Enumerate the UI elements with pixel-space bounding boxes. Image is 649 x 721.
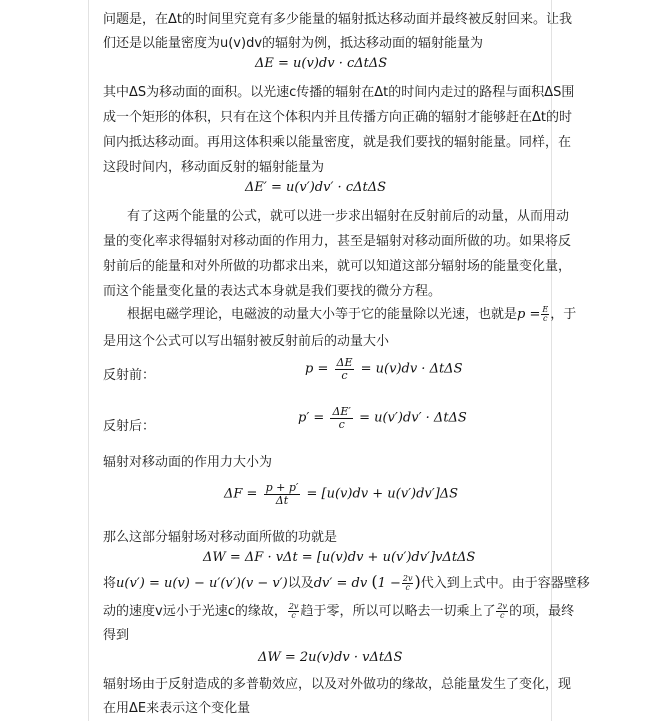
paragraph-line: 有了这两个能量的公式，就可以进一步求出辐射在反射前后的动量，从而用动 [127,209,570,224]
formula-rhs: = u(v)dv · ΔtΔS [360,361,463,377]
formula-lhs: dv′ = dv [313,576,368,591]
paragraph-line: 而这个能量变化量的表达式本身就是我们要找的微分方程。 [103,284,442,299]
fraction-denominator: Δt [275,493,289,507]
label-before: 反射前： [103,368,156,383]
fraction-numerator: ΔE [336,356,353,369]
paren-close: ) [414,572,421,591]
inline-formula-u-prime: u(v′) = u(v) − u′(v′)(v − v′) [116,576,288,591]
equation-delta-e-prime: ΔE′ = u(v′)dv′ · cΔtΔS [245,180,387,195]
fraction [288,603,300,620]
paragraph-line: 辐射对移动面的作用力大小为 [103,455,273,470]
formula-term: 1 − [377,576,401,591]
fraction [335,357,355,381]
paragraph-line: 射前后的能量和对外所做的功都求出来，就可以知道这部分辐射场的能量变化量， [103,259,572,274]
fraction [264,482,301,506]
paragraph-line [103,572,590,592]
paragraph-line: 辐射场由于反射造成的多普勒效应，以及对外做功的缘故，总能量发生了变化，现 [103,677,572,692]
formula-lhs: p = [305,361,329,377]
paragraph-line: 问题是，在Δt的时间里究竟有多少能量的辐射抵达移动面并最终被反射回来。让我 [103,12,572,27]
line-text: 以及 [287,576,314,591]
line-text: 动的速度v远小于光速c的缘故， [103,604,287,619]
fraction-numerator: p + p′ [265,481,299,494]
equation-force [224,482,458,506]
fraction-denominator: c [291,611,296,620]
line-text: 根据电磁学理论，电磁波的动量大小等于它的能量除以光速，也就是 [127,307,518,322]
paragraph-line: 量的变化率求得辐射对移动面的作用力，甚至是辐射对移动面所做的功。如果将反 [103,234,572,249]
line-text-tail: ，于 [550,307,577,322]
inline-formula-dv-prime [313,572,421,592]
fraction-denominator: c [405,583,410,592]
fraction-denominator: c [543,314,548,323]
paragraph-line: 成一个矩形的体积，只有在这个体积内并且传播方向正确的辐射才能够赶在Δt的时 [103,110,572,125]
line-text: 代入到上式中。由于容器壁移 [420,576,590,591]
formula-lhs: ΔF = [224,486,258,502]
fraction [330,406,352,430]
paragraph-line: 是用这个公式可以写出辐射被反射前后的动量大小 [103,334,390,349]
formula-rhs: = u(v′)dv′ · ΔtΔS [359,410,467,426]
equation-delta-e: ΔE = u(v)dv · cΔtΔS [255,56,388,71]
paragraph-line: 这段时间内，移动面反射的辐射能量为 [103,160,325,175]
paragraph-line: 们还是以能量密度为u(v)dv的辐射为例，抵达移动面的辐射能量为 [103,36,484,51]
fraction-numerator: E [542,305,549,314]
fraction [496,603,508,620]
line-text: 将 [103,576,117,591]
paragraph-line: 得到 [103,628,130,643]
equation-momentum-after [298,406,467,430]
paren-open: ( [371,572,378,591]
paragraph-line: 那么这部分辐射场对移动面所做的功就是 [103,530,338,545]
equation-work: ΔW = ΔF · vΔt = [u(v)dv + u(v′)dv′]vΔtΔS [203,550,476,565]
line-text: 的项，最终 [509,604,575,619]
formula-lhs: p = [517,307,541,322]
page-margin-left [88,0,89,721]
fraction-denominator: c [500,611,505,620]
fraction-numerator: 2v [288,602,299,611]
fraction-denominator: c [338,417,345,431]
formula-rhs: = [u(v)dv + u(v′)dv′]ΔS [306,486,459,502]
fraction-denominator: c [341,368,348,382]
paragraph-line [127,303,576,323]
inline-momentum-formula [517,307,550,322]
fraction-numerator: 2v [402,574,413,583]
equation-work-final: ΔW = 2u(v)dv · vΔtΔS [258,650,403,665]
fraction [541,306,549,323]
label-after: 反射后： [103,419,156,434]
fraction-numerator: 2v [497,602,508,611]
paragraph-line [103,600,574,620]
paragraph-line: 在用ΔE来表示这个变化量 [103,701,251,716]
equation-momentum-before [305,357,462,381]
fraction [402,575,414,592]
line-text: 趋于零，所以可以略去一切乘上了 [300,604,496,619]
fraction-numerator: ΔE′ [332,405,351,418]
paragraph-line: 间内抵达移动面。再用这体积乘以能量密度，就是我们要找的辐射能量。同样，在 [103,135,572,150]
formula-lhs: p′ = [298,410,325,426]
paragraph-line: 其中ΔS为移动面的面积。以光速c传播的辐射在Δt的时间内走过的路程与面积ΔS围 [103,85,575,100]
